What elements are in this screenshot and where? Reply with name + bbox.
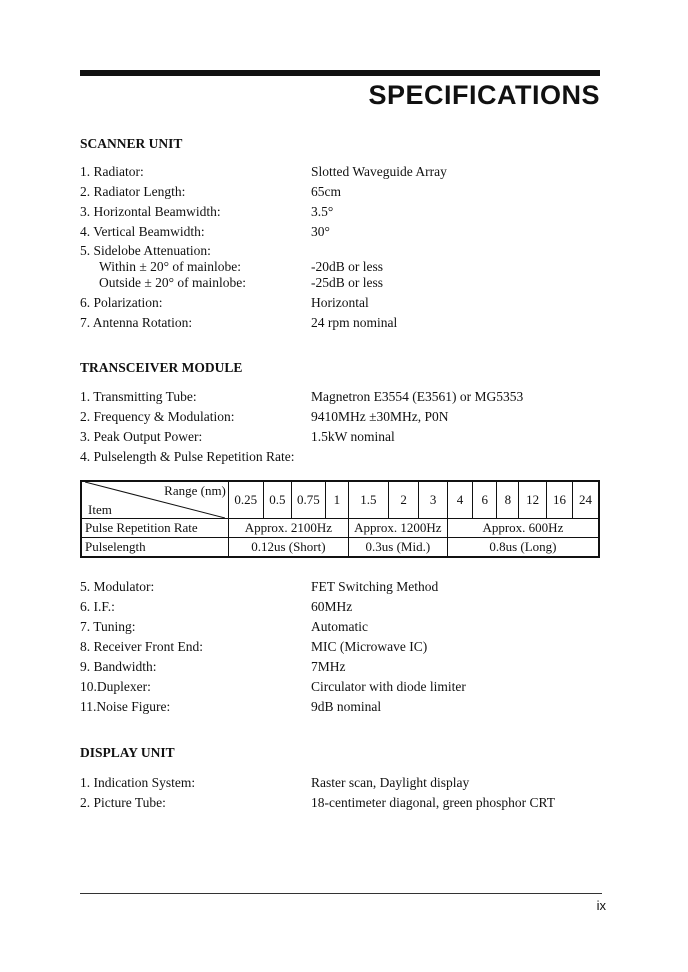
pulse-table	[80, 480, 600, 558]
spec-row	[80, 617, 600, 637]
spec-label: 5. Modulator:	[80, 579, 155, 594]
sidelobe-outside-label: Outside ± 20° of mainlobe:	[99, 275, 247, 290]
corner-box	[85, 482, 228, 518]
scanner-unit-list	[80, 162, 600, 333]
range-cell: 8	[497, 481, 519, 519]
transceiver-list-2	[80, 577, 600, 717]
spec-label: 6. I.F.:	[80, 599, 115, 614]
spec-label: 1. Radiator:	[80, 164, 144, 179]
spec-label: 1. Transmitting Tube:	[80, 389, 197, 404]
sidelobe-within-label: Within ± 20° of mainlobe:	[99, 259, 241, 274]
spec-label: 2. Radiator Length:	[80, 184, 186, 199]
sidelobe-values	[311, 243, 383, 293]
spec-value: 18-centimeter diagonal, green phosphor CRT	[311, 795, 555, 810]
prr-cell: Approx. 600Hz	[447, 519, 599, 538]
corner-item-label: Item	[88, 502, 112, 517]
spec-value: Automatic	[311, 619, 368, 634]
spec-value: Horizontal	[311, 295, 369, 310]
row-label-pulselength: Pulselength	[81, 538, 228, 558]
spec-value: Slotted Waveguide Array	[311, 164, 447, 179]
spec-value: 9410MHz ±30MHz, P0N	[311, 409, 449, 424]
section-heading-display-unit: DISPLAY UNIT	[80, 745, 175, 760]
spec-value: 30°	[311, 224, 330, 239]
pulselength-cell: 0.3us (Mid.)	[348, 538, 447, 558]
spec-value: 7MHz	[311, 659, 346, 674]
prr-cell: Approx. 1200Hz	[348, 519, 447, 538]
display-unit-list	[80, 773, 600, 813]
spec-label: 8. Receiver Front End:	[80, 639, 203, 654]
range-cell: 16	[546, 481, 572, 519]
spec-row	[80, 407, 600, 427]
spec-value: 3.5°	[311, 204, 334, 219]
section-heading-transceiver-module: TRANSCEIVER MODULE	[80, 360, 243, 375]
spec-value: Raster scan, Daylight display	[311, 775, 470, 790]
spec-value: 9dB nominal	[311, 699, 382, 714]
sidelobe-outside-value: -25dB or less	[311, 275, 383, 290]
range-cell: 1.5	[348, 481, 388, 519]
spec-row	[80, 222, 600, 242]
spec-label: 7. Antenna Rotation:	[80, 315, 193, 330]
pulselength-cell: 0.8us (Long)	[447, 538, 599, 558]
spec-row-sidelobe	[80, 242, 600, 293]
range-cell: 3	[419, 481, 447, 519]
spec-row	[80, 793, 600, 813]
spec-value: 65cm	[311, 184, 341, 199]
page-title: SPECIFICATIONS	[368, 80, 600, 110]
spec-label: 10.Duplexer:	[80, 679, 151, 694]
section-heading-scanner-unit: SCANNER UNIT	[80, 136, 183, 151]
spec-label: 1. Indication System:	[80, 775, 196, 790]
sidelobe-labels	[80, 243, 311, 293]
spec-row	[80, 427, 600, 447]
spec-label: 5. Sidelobe Attenuation:	[80, 243, 211, 258]
range-cell: 1	[325, 481, 348, 519]
prr-cell: Approx. 2100Hz	[228, 519, 348, 538]
table-corner-cell	[81, 481, 228, 519]
range-cell: 0.5	[263, 481, 291, 519]
spec-value: 60MHz	[311, 599, 353, 614]
range-cell: 2	[388, 481, 419, 519]
pulselength-cell: 0.12us (Short)	[228, 538, 348, 558]
spec-row	[80, 577, 600, 597]
table-row-pulselength	[81, 538, 599, 558]
spec-value: 1.5kW nominal	[311, 429, 395, 444]
spec-value: Circulator with diode limiter	[311, 679, 466, 694]
spec-row	[80, 697, 600, 717]
spec-row	[80, 447, 600, 467]
spacer	[311, 243, 383, 259]
range-cell: 12	[519, 481, 546, 519]
range-cell: 0.25	[228, 481, 263, 519]
spec-value: MIC (Microwave IC)	[311, 639, 428, 654]
range-cell: 6	[473, 481, 497, 519]
spec-label: 11.Noise Figure:	[80, 699, 171, 714]
spec-label: 3. Horizontal Beamwidth:	[80, 204, 221, 219]
spec-label: 6. Polarization:	[80, 295, 163, 310]
sidelobe-within-value: -20dB or less	[311, 259, 383, 274]
spec-row	[80, 182, 600, 202]
spec-row	[80, 637, 600, 657]
spec-row	[80, 387, 600, 407]
spec-label: 4. Vertical Beamwidth:	[80, 224, 205, 239]
table-row-prr	[81, 519, 599, 538]
corner-range-label: Range (nm)	[164, 483, 226, 498]
spec-row	[80, 202, 600, 222]
row-label-prr: Pulse Repetition Rate	[81, 519, 228, 538]
spec-row	[80, 657, 600, 677]
spec-row	[80, 597, 600, 617]
range-cell: 0.75	[292, 481, 326, 519]
top-rule	[80, 70, 600, 76]
spec-label: 2. Picture Tube:	[80, 795, 166, 810]
transceiver-list-1	[80, 387, 600, 467]
spec-row	[80, 162, 600, 182]
table-header-row	[81, 481, 599, 519]
range-cell: 4	[447, 481, 472, 519]
spec-value: 24 rpm nominal	[311, 315, 398, 330]
spec-label: 9. Bandwidth:	[80, 659, 157, 674]
spec-row	[80, 773, 600, 793]
spec-value: Magnetron E3554 (E3561) or MG5353	[311, 389, 524, 404]
spec-row	[80, 313, 600, 333]
spec-label: 3. Peak Output Power:	[80, 429, 203, 444]
page-number: ix	[596, 898, 606, 913]
range-cell: 24	[573, 481, 599, 519]
spec-label: 7. Tuning:	[80, 619, 136, 634]
spec-value: FET Switching Method	[311, 579, 439, 594]
spec-row	[80, 677, 600, 697]
spec-label: 2. Frequency & Modulation:	[80, 409, 235, 424]
footer-rule	[80, 893, 602, 894]
spec-label: 4. Pulselength & Pulse Repetition Rate:	[80, 449, 295, 464]
spec-row	[80, 293, 600, 313]
